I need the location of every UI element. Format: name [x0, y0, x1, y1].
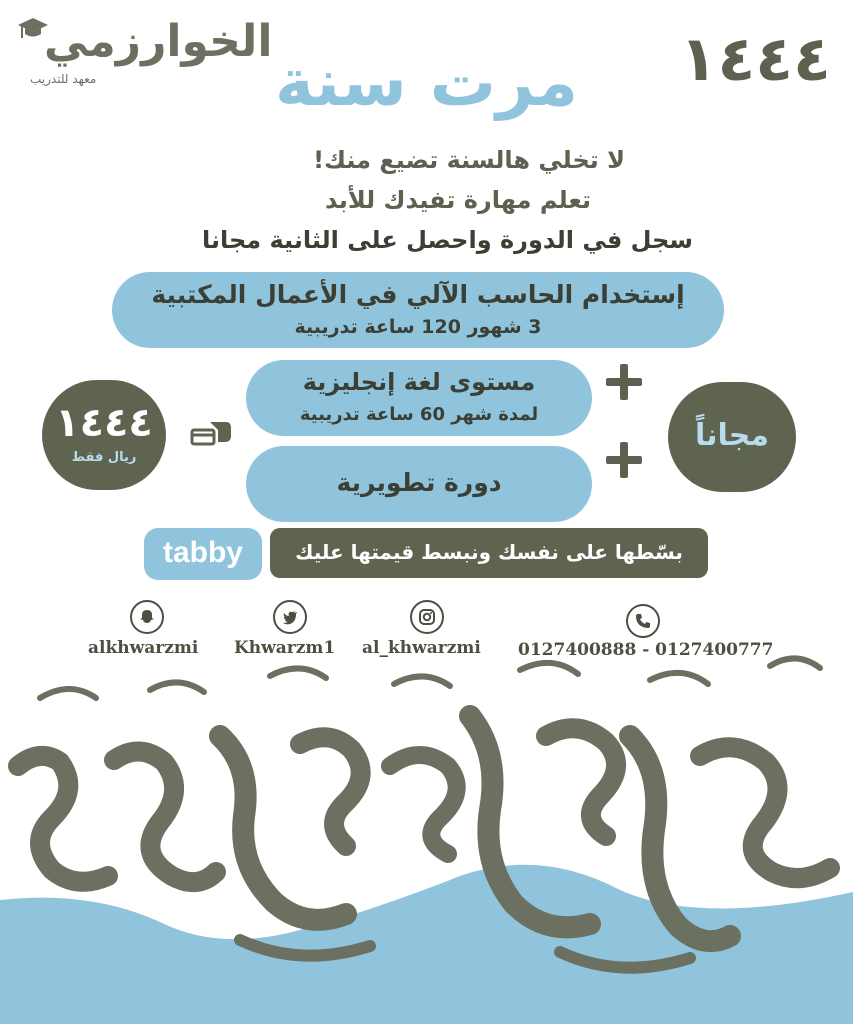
- tabby-slogan: بسّطها على نفسك ونبسط قيمتها عليك: [295, 540, 683, 564]
- twitter-handle[interactable]: Khwarzm1: [234, 638, 336, 658]
- instagram-handle[interactable]: al_khwarzmi: [362, 638, 481, 658]
- intro-line-3: سجل في الدورة واحصل على الثانية مجانا: [201, 226, 693, 254]
- snapchat-handle[interactable]: alkhwarzmi: [88, 638, 199, 658]
- course-pill-development: [246, 446, 592, 522]
- year-number: ١٤٤٤: [679, 22, 831, 95]
- headline: مرت سنة: [274, 44, 579, 121]
- twitter-icon[interactable]: [273, 600, 307, 634]
- course-pill-english: [246, 360, 592, 436]
- intro-line-2: تعلم مهارة تفيدك للأبد: [325, 186, 591, 214]
- plus-icon: [604, 362, 644, 402]
- logo-subtitle: معهد للتدريب: [30, 72, 97, 86]
- course-title: إستخدام الحاسب الآلي في الأعمال المكتبية: [151, 280, 685, 309]
- instagram-icon[interactable]: [410, 600, 444, 634]
- free-badge: [668, 382, 796, 492]
- tabby-slogan-bar: [270, 528, 708, 578]
- phone-numbers[interactable]: 0127400888 - 0127400777: [518, 640, 774, 660]
- intro-line-1: لا تخلي هالسنة تضيع منك!: [313, 146, 625, 174]
- price-amount: ١٤٤٤: [55, 400, 153, 446]
- card-payment-icon: [190, 416, 232, 454]
- course-title: مستوى لغة إنجليزية: [302, 368, 536, 396]
- logo-wordmark: الخوارزمي: [44, 16, 273, 67]
- price-badge: [42, 380, 166, 490]
- course-detail: 3 شهور 120 ساعة تدريبية: [294, 316, 542, 338]
- tabby-logo: [144, 528, 262, 580]
- plus-icon: [604, 440, 644, 480]
- course-pill-computer: [112, 272, 724, 348]
- calligraphy-artwork: [0, 640, 853, 1024]
- snapchat-icon[interactable]: [130, 600, 164, 634]
- phone-icon[interactable]: [626, 604, 660, 638]
- tabby-logo-text: tabby: [162, 536, 243, 569]
- free-badge-label: مجاناً: [695, 418, 769, 453]
- course-detail: لمدة شهر 60 ساعة تدريبية: [299, 404, 539, 425]
- course-title: دورة تطويرية: [336, 468, 502, 497]
- price-currency: ريال فقط: [71, 450, 137, 465]
